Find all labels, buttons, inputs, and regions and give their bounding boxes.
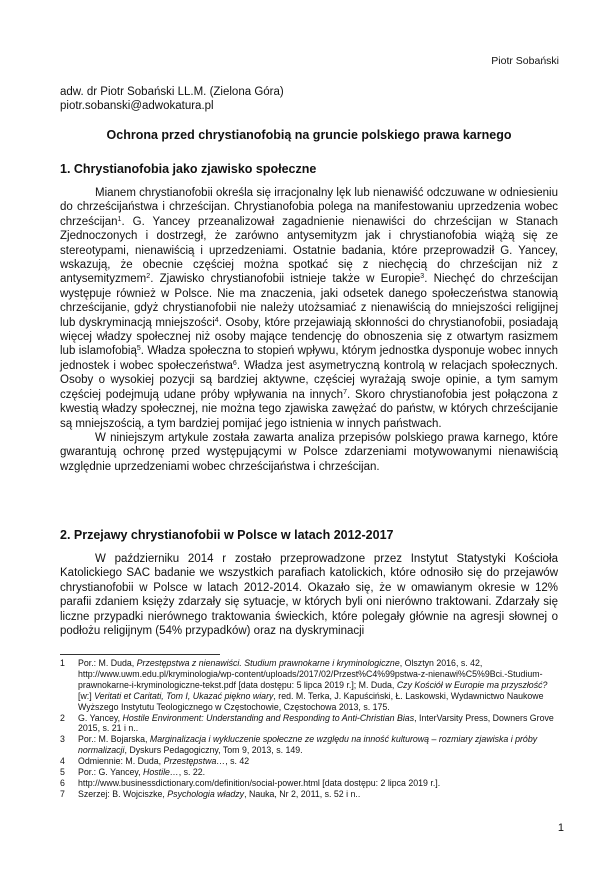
footnote: 3 Por.: M. Bojarska, Marginalizacja i wykluczenie społeczne ze względu na inność kulturową – rozmiary zjawiska i próby normalizacji, Dyskurs Pedagogiczny, Tom 9, 2013, s. 149. xyxy=(60,734,538,756)
footnote: 5 Por.: G. Yancey, Hostile…, s. 22. xyxy=(60,767,206,778)
article-title: Ochrona przed chrystianofobią na gruncie polskiego prawa karnego xyxy=(106,128,512,142)
footnote-ref: 1 xyxy=(117,215,122,223)
section-2-heading: 2. Przejawy chrystianofobii w Polsce w latach 2012-2017 xyxy=(60,528,394,542)
footnotes xyxy=(60,658,560,800)
footnote-ref: 7 xyxy=(343,388,347,396)
footnote: 1 Por.: M. Duda, Przestępstwa z nienawiści. Studium prawnokarne i kryminologiczne, Olsztyn 2016, s. 42, http://www.uwm.edu.pl/kryminologia/wp-content/uploads/2017/02/Przest%C4%99pstwa-z-nienawi%C5%9Bci.-Studium-prawnokarne-i-kryminologiczne-tekst.pdf [data dostępu: 5 lipca 2019 r.]; M. Duda, Czy Kościół w Europie ma przyszłość? [w:] Veritati et Caritati, Tom I, Ukazać piękno wiary, red. M. Terka, J. Kapuściński, Ł. Laskowski, Wydawnictwo Naukowe Wyższego Instytutu Teologicznego w Częstochowie, Częstochowa 2013, s. 175. xyxy=(60,658,548,712)
running-header-author: Piotr Sobański xyxy=(491,55,559,67)
footnote-ref: 5 xyxy=(136,345,141,353)
footnote: 6 http://www.businessdictionary.com/definition/social-power.html [data dostępu: 2 lipca 2019 r.]. xyxy=(60,777,441,788)
footnote-separator xyxy=(60,654,220,655)
section-1-heading: 1. Chrystianofobia jako zjawisko społeczne xyxy=(60,162,317,176)
footnote-ref: 6 xyxy=(232,359,237,367)
footnote: 7 Szerzej: B. Wojciszke, Psychologia władzy, Nauka, Nr 2, 2011, s. 52 i n.. xyxy=(60,788,361,799)
section-1-paragraph-2: W niniejszym artykule została zawarta analiza przepisów polskiego prawa karnego, które gwarantują ochronę przed występującymi w Polsce zdarzeniami motywowanymi nienawiścią względnie uprzedzeniami wobec chrześcijaństwa i chrześcijan. xyxy=(60,431,558,473)
footnote-ref: 2 xyxy=(146,273,151,281)
author-block xyxy=(60,85,284,113)
section-1-paragraph-1: Mianem chrystianofobii określa się irracjonalny lęk lub nienawiść odczuwane w odniesieniu do chrześcijaństwa i chrześcijan. Chrystianofobia polega na manifestowaniu uprzedzenia wobec chrześcijan$^1$. G. Yancey przeanalizował zagadnienie nienawiści do chrześcijan w Stanach Zjednoczonych i dostrzegł, że zarówno antysemityzm jak i chrystianofobia wiążą się ze stereotypami, nienawiścią i uprzedzeniami. Ostatnie badania, które przeprowadził G. Yancey, wskazują, że obecnie częściej można spotkać się z niechęcią do chrześcijan niż z antysemityzmem$^2$. Zjawisko chrystianofobii istnieje także w Europie$^3$. Niechęć do chrześcijan występuje również w Polsce. Nie ma znaczenia, jaki odsetek danego społeczeństwa stanowią chrześcijanie, gdyż chrystianofobii nie należy utożsamiać z nienawiścią do mniejszości religijnej lub dyskryminacją mniejszości$^4$. Osoby, które przejawiają skłonności do chrystianofobii, posiadają więcej władzy społecznej niż osoby mające tendencję do obnoszenia się z otwartym rasizmem lub islamofobią$^5$. Władza społeczna to stopień wpływu, którym jednostka dysponuje wobec innych jednostek i wobec społeczeństwa$^6$. Władza jest asymetryczną kontrolą w relacjach społecznych. Osoby o wysokiej pozycji są bardziej aktywne, częściej wyrażają swoje opinie, a tym samym częściej podejmują udane próby wpływania na innych$^7$. Skoro chrystianofobia jest połączona z kwestią władzy społecznej, nie można tego zjawiska zawężać do państw, w których chrześcijanie są mniejszością, a tym bardziej pomijać jego istnienia w innych państwach. xyxy=(60,187,559,430)
section-2-body xyxy=(60,552,558,638)
section-1-body xyxy=(60,186,558,474)
footnote: 2 G. Yancey, Hostile Environment: Understanding and Responding to Anti-Christian Bias, InterVarsity Press, Downers Grove 2015, s. 21 i n.. xyxy=(60,712,554,734)
page-number: 1 xyxy=(557,822,564,834)
section-2-paragraph-1: W październiku 2014 r zostało przeprowadzone przez Instytut Statystyki Kościoła Katolickiego SAC badanie we wszystkich parafiach katolickich, które odnosiło się do przejawów chrystianofobii w Polsce w latach 2012-2014. Okazało się, że w omawianym okresie w 12% parafii zdaniem księży zdarzały się sytuacje, w których byli oni nierówno traktowani. Zdarzały się liczne przypadki nierównego traktowania świeckich, które polegały głównie na agresji słownej o podłożu religijnym (54% przypadków) oraz na dyskryminacji xyxy=(60,553,558,638)
author-email-line: piotr.sobanski@adwokatura.pl xyxy=(60,100,214,112)
footnote: 4 Odmiennie: M. Duda, Przestępstwa…, s. 42 xyxy=(60,756,250,767)
footnote-ref: 4 xyxy=(214,316,219,324)
author-name-line: adw. dr Piotr Sobański LL.M. (Zielona Góra) xyxy=(60,86,284,98)
footnote-ref: 3 xyxy=(420,273,425,281)
